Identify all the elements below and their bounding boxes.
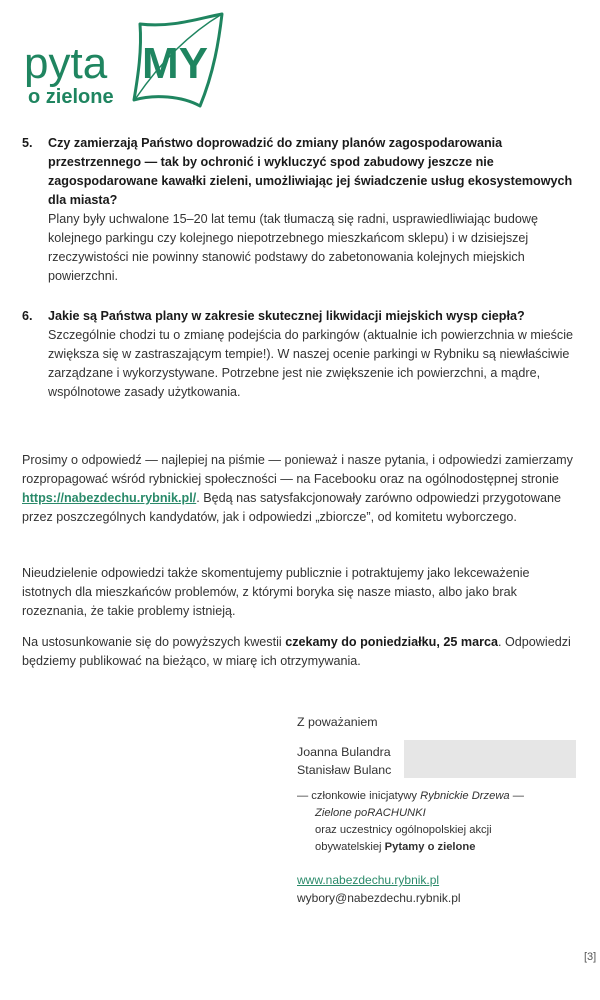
initiative-name: Zielone poRACHUNKI [315, 807, 426, 819]
campaign-name: Pytamy o zielone [384, 841, 476, 853]
page-number: [3] [584, 951, 597, 963]
question-title: Jakie są Państwa plany w zakresie skutecznej likwidacji miejskich wysp ciepła? [48, 309, 525, 323]
affiliation-line [297, 839, 524, 856]
text-segment: — członkowie inicjatywy [297, 790, 421, 802]
text-segment: — [509, 790, 524, 802]
signatory-name: Stanisław Bulanc [297, 763, 392, 777]
logo-graphic [22, 10, 232, 110]
question-5 [22, 134, 574, 286]
deadline-paragraph [22, 633, 574, 671]
redaction-box [404, 740, 576, 778]
question-body: Plany były uchwalone 15–20 lat temu (tak tłumaczą się radni, usprawiedliwiając budowę kolejnego parkingu czy kolejnego niepotrzebnego mieszkańcom sklepu) i w dzisiejszej rzeczywistości nie powinny stanowić podstawy do zabetonowania kolejnych miejskich powierzchni. [48, 212, 539, 283]
text-segment: . Odpowiedzi będziemy publikować na bieżąco, w miarę ich otrzymywania. [22, 635, 571, 668]
question-number: 6. [22, 309, 33, 323]
deadline-date: czekamy do poniedziałku, 25 marca [285, 635, 498, 649]
question-6 [22, 307, 574, 402]
question-body: Szczególnie chodzi tu o zmianę podejścia do parkingów (aktualnie ich powierzchnia w mieście zwiększa się w zastraszającym tempie!). W naszej ocenie parkingi w Rybniku są niewłaściwie zarządzane i wykorzystywane. Potrzebne jest nie zwiększenie ich powierzchni, a mądre, wspólnotowe zasady użytkowania. [48, 328, 574, 399]
pytamy-logo [22, 10, 232, 110]
question-title: Czy zamierzają Państwo doprowadzić do zmiany planów zagospodarowania przestrzennego — tak by ochronić i wykluczyć spod zabudowy jeszcze nie zagospodarowane kawałki zieleni, umożliwiając jej świadczenie usług ekosystemowych dla miasta? [48, 136, 573, 207]
text-segment: Prosimy o odpowiedź — najlepiej na piśmie — ponieważ i nasze pytania, i odpowiedzi zamierzamy rozpropagować wśród rybnickiej społeczności — na Facebooku oraz na ogólnodostępnej stronie [22, 453, 573, 486]
affiliation-line [297, 805, 524, 822]
request-paragraph [22, 451, 574, 527]
text-segment: obywatelskiej [315, 841, 385, 853]
logo-text-zielone: o zielone [28, 86, 114, 108]
logo-text-my: MY [142, 39, 208, 88]
affiliation-block [297, 788, 524, 856]
website-link-footer[interactable]: www.nabezdechu.rybnik.pl [297, 873, 440, 887]
website-link[interactable]: https://nabezdechu.rybnik.pl/ [22, 491, 197, 505]
logo-text-pyta: pyta [24, 39, 108, 88]
signatory-name: Joanna Bulandra [297, 745, 391, 759]
closing-line: Z poważaniem [297, 715, 378, 729]
text-segment: . Będą nas satysfakcjonowały zarówno odpowiedzi przygotowane przez poszczególnych kandydatów, jak i odpowiedzi „zbiorcze”, od komitetu wyborczego. [22, 491, 561, 524]
affiliation-line [297, 788, 524, 805]
initiative-name: Rybnickie Drzewa [420, 790, 510, 802]
warning-paragraph: Nieudzielenie odpowiedzi także skomentujemy publicznie i potraktujemy jako lekceważenie istotnych dla mieszkańców problemów, z którymi boryka się nasze miasto, albo jako brak rozeznania, że takie problemy istnieją. [22, 566, 530, 618]
email-line[interactable]: wybory@nabezdechu.rybnik.pl [297, 891, 461, 905]
question-number: 5. [22, 136, 33, 150]
text-segment: Na ustosunkowanie się do powyższych kwestii [22, 635, 286, 649]
affiliation-line: oraz uczestnicy ogólnopolskiej akcji [315, 824, 492, 836]
website-line [297, 871, 439, 889]
